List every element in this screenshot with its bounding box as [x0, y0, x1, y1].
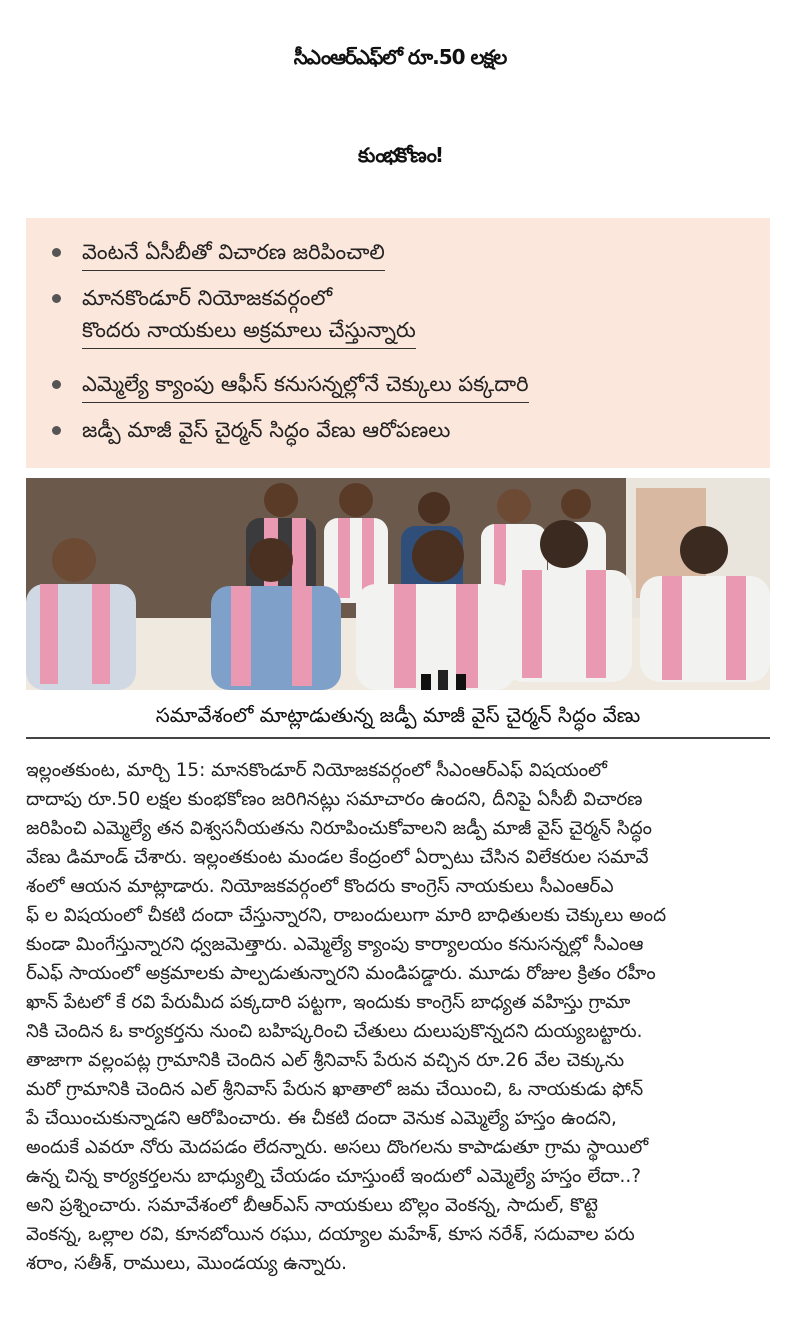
bullet-icon [52, 248, 61, 257]
article-line: జరిపించి ఎమ్మెల్యే తన విశ్వసనీయతను నిరూపించుకోవాలని జడ్పీ మాజీ వైస్ చైర్మన్ సిద్ధం [26, 818, 652, 839]
article-line: శంలో ఆయన మాట్లాడారు. నియోజకవర్గంలో కొందరు కాంగ్రెస్ నాయకులు సీఎంఆర్ఎ [26, 876, 614, 897]
bullet-icon [52, 294, 61, 303]
highlight-text: మానకొండూర్ నియోజకవర్గంలో [82, 286, 333, 310]
article-line: ఇల్లంతకుంట, మార్చి 15: మానకొండూర్ నియోజకవర్గంలో సీఎంఆర్ఎఫ్ విషయంలో [26, 760, 607, 781]
news-photo [26, 478, 770, 690]
highlight-item [52, 282, 416, 349]
article-line: అని ప్రశ్నించారు. సమావేశంలో బీఆర్ఎస్ నాయకులు బొల్లం వెంకన్న, సాదుల్, కొట్టె [26, 1195, 598, 1216]
highlight-text: వెంటనే ఏసీబీతో విచారణ జరిపించాలి [82, 240, 385, 264]
article-line: వేణు డిమాండ్ చేశారు. ఇల్లంతకుంట మండల కేంద్రంలో ఏర్పాటు చేసిన విలేకరుల సమావే [26, 847, 649, 868]
article-line: ఫ్ ల విషయంలో చీకటి దందా చేస్తున్నారని, రాబందులుగా మారి బాధితులకు చెక్కులు అంద [26, 905, 667, 926]
article-line: అందుకే ఎవరూ నోరు మెదపడం లేదన్నారు. అసలు దొంగలను కాపాడుతూ గ్రామ స్థాయిలో [26, 1137, 649, 1158]
article-line: వెంకన్న, ఒల్లాల రవి, కూనబోయిన రఘు, దయ్యాల మహేశ్, కూస నరేశ్, సదువాల పరు [26, 1224, 635, 1245]
bullet-icon [52, 380, 61, 389]
article-line: మరో గ్రామానికి చెందిన ఎల్ శ్రీనివాస్ పేరున ఖాతాలో జమ చేయించి, ఓ నాయకుడు ఫోన్ [26, 1079, 644, 1100]
article-line: తాజాగా వల్లంపట్ల గ్రామానికి చెందిన ఎల్ శ్రీనివాస్ పేరున వచ్చిన రూ.26 వేల చెక్కును [26, 1050, 625, 1071]
caption-divider [26, 737, 770, 739]
article-line: శరాం, సతీశ్, రాములు, మొండయ్య ఉన్నారు. [26, 1253, 347, 1274]
bullet-icon [52, 426, 61, 435]
article-line: ఖాన్ పేటలో కే రవి పేరుమీద పక్కదారి పట్టగా, ఇందుకు కాంగ్రెస్ బాధ్యత వహిస్తు గ్రామా [26, 992, 631, 1013]
article-line: పే చేయించుకున్నాడని ఆరోపించారు. ఈ చీకటి దందా వెనుక ఎమ్మెల్యే హస్తం ఉందని, [26, 1108, 617, 1129]
highlights-box [26, 218, 770, 468]
highlight-item [52, 414, 450, 448]
highlight-text: ఎమ్మెల్యే క్యాంపు ఆఫీస్ కనుసన్నల్లోనే చెక్కులు పక్కదారి [82, 372, 529, 396]
highlight-text: జడ్పీ మాజీ వైస్ చైర్మన్ సిద్ధం వేణు ఆరోపణలు [82, 418, 451, 442]
press-meet-photo [26, 478, 770, 690]
article-line: ర్ఎఫ్ సాయంలో అక్రమాలకు పాల్పడుతున్నారని మండిపడ్డారు. మూడు రోజుల క్రితం రహీం [26, 963, 656, 984]
highlight-item [52, 236, 385, 271]
article-line: కుండా మింగేస్తున్నారని ధ్వజమెత్తారు. ఎమ్మెల్యే క్యాంపు కార్యాలయం కనుసన్నల్లో సీఎంఆ [26, 934, 644, 955]
article-line: నికి చెందిన ఓ కార్యకర్తను నుంచి బహిష్కరించి చేతులు దులుపుకొన్నదని దుయ్యబట్టారు. [26, 1021, 643, 1042]
headline-line-2: కుంభకోణం! [357, 143, 443, 167]
highlight-text: కొందరు నాయకులు అక్రమాలు చేస్తున్నారు [82, 318, 416, 342]
headline-line-1: సీఎంఆర్‌ఎఫ్‌లో రూ.50 లక్షల [293, 45, 507, 69]
photo-caption: సమావేశంలో మాట్లాడుతున్న జడ్పీ మాజీ వైస్ చైర్మన్ సిద్ధం వేణు [155, 703, 641, 727]
article-line: దాదాపు రూ.50 లక్షల కుంభకోణం జరిగినట్లు సమాచారం ఉందని, దీనిపై ఏసీబీ విచారణ [26, 789, 643, 810]
highlight-item [52, 368, 529, 403]
article-body [26, 756, 770, 1278]
article-line: ఉన్న చిన్న కార్యకర్తలను బాధ్యుల్ని చేయడం చూస్తుంటే ఇందులో ఎమ్మెల్యే హస్తం లేదా..? [26, 1166, 641, 1187]
